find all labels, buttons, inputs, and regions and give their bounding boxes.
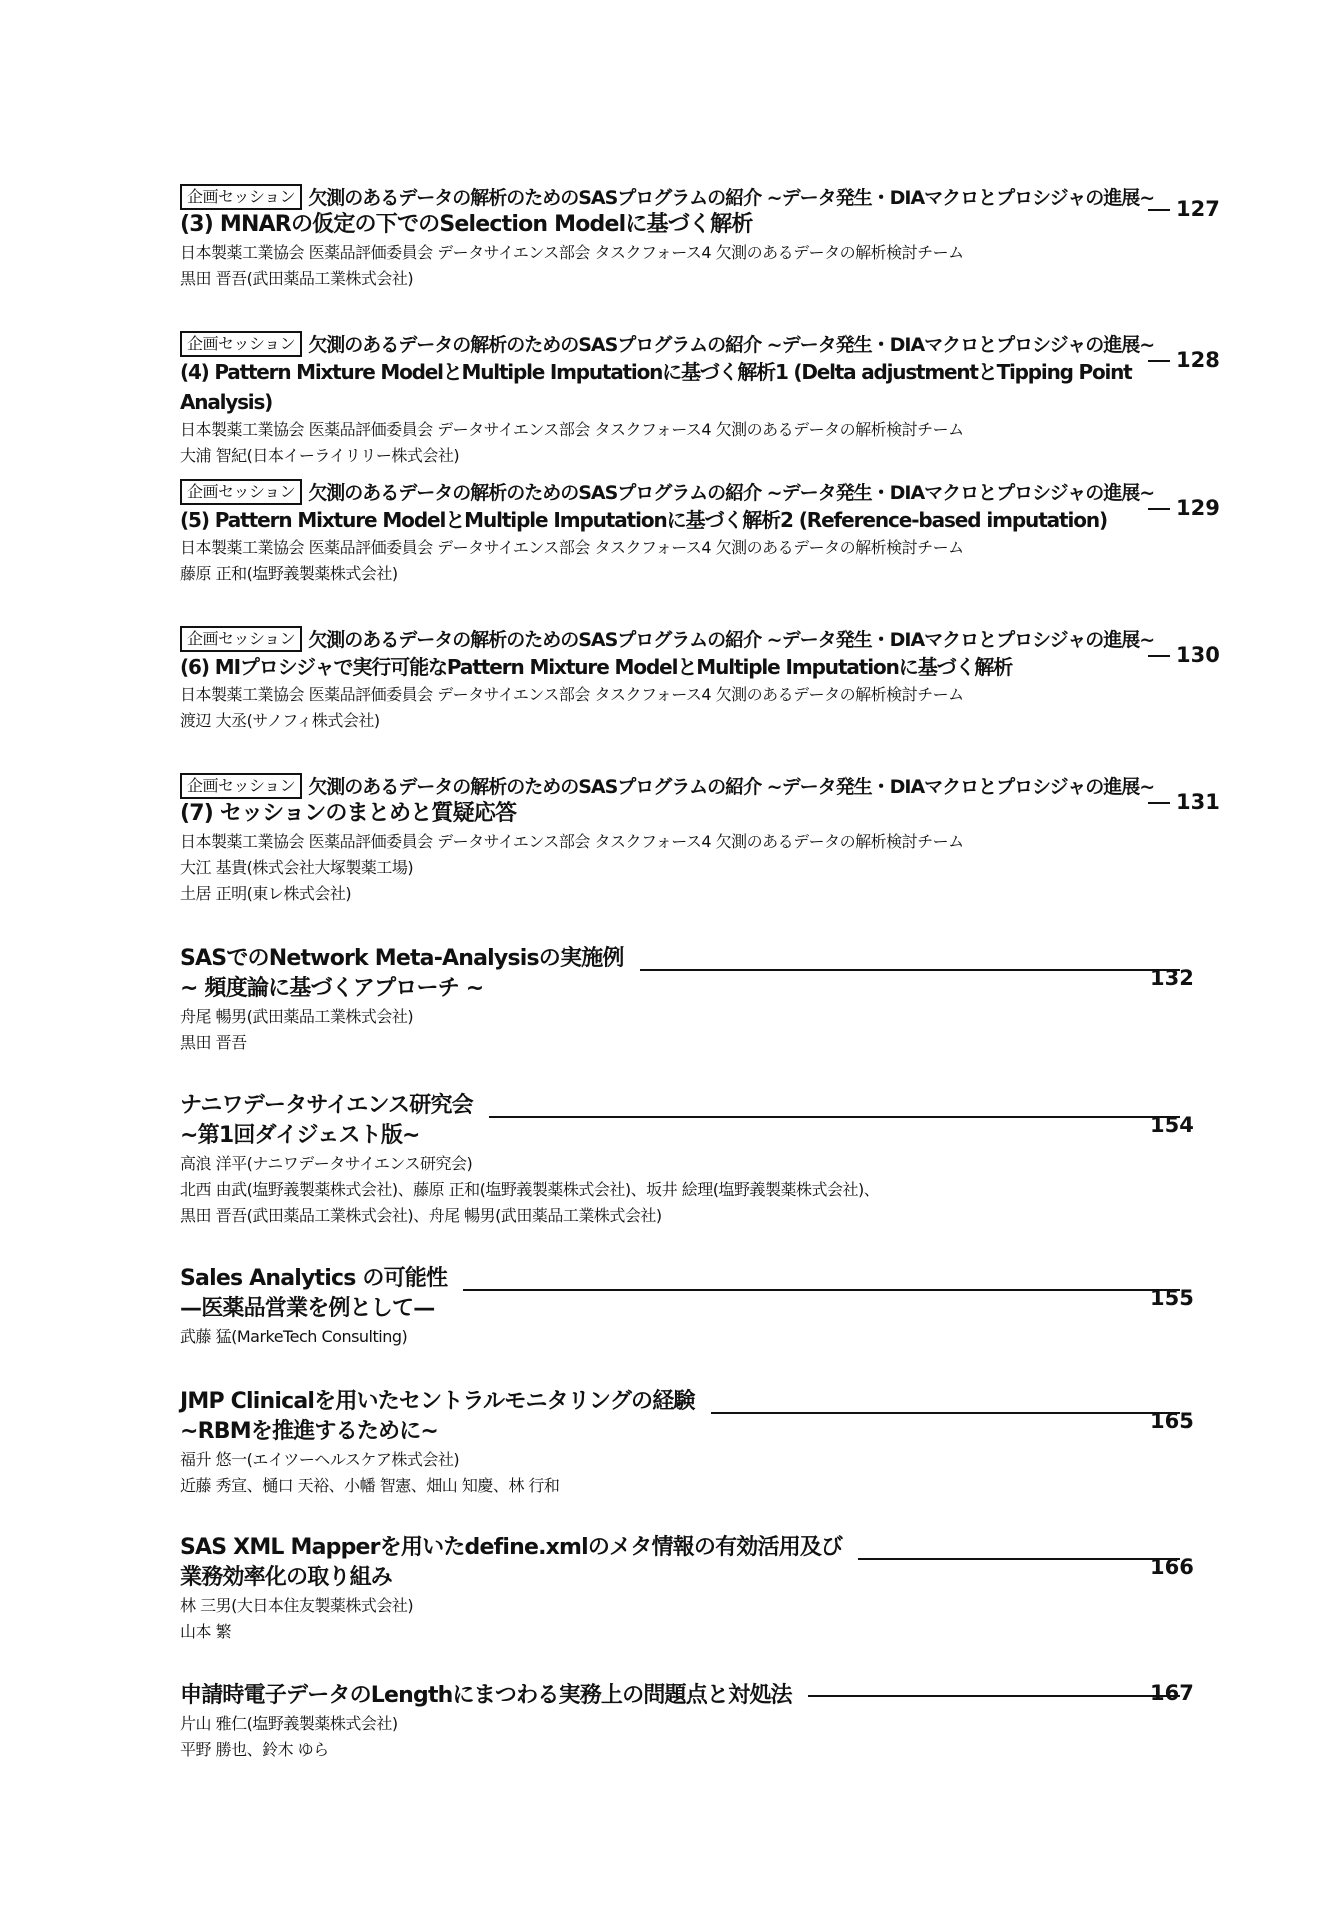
entry-author: 林 三男(大日本住友製薬株式会社) (180, 1596, 414, 1615)
entry-title: (7) セッションのまとめと質疑応答 (180, 801, 517, 826)
entry-author: 平野 勝也、鈴木 ゆら (180, 1740, 329, 1759)
entry-title: (3) MNARの仮定の下でのSelection Modelに基づく解析 (180, 212, 753, 237)
leader-line (1148, 508, 1170, 510)
entry-author: 黒田 晋吾(武田薬品工業株式会社)、舟尾 暢男(武田薬品工業株式会社) (180, 1206, 662, 1225)
article-title: Sales Analytics の可能性 (180, 1266, 448, 1291)
toc-entry (180, 183, 1190, 292)
page-number: 132 (1150, 966, 1194, 990)
entry-author: 片山 雅仁(塩野義製薬株式会社) (180, 1714, 398, 1733)
leader-line (640, 969, 1180, 971)
leader-line (1148, 360, 1170, 362)
entry-organization: 日本製薬工業協会 医薬品評価委員会 データサイエンス部会 タスクフォース4 欠測のあるデータの解析検討チーム (180, 243, 964, 262)
entry-title: (5) Pattern Mixture ModelとMultiple Imputationに基づく解析2 (Reference-based imputation) (180, 508, 1108, 532)
article-subtitle: 業務効率化の取り組み (180, 1565, 393, 1590)
session-tag: 企画セッション (180, 184, 302, 210)
leader-line (858, 1558, 1180, 1560)
toc-entry (180, 478, 1190, 587)
page-number: 129 (1148, 496, 1220, 520)
page-number: 130 (1148, 643, 1220, 667)
entry-author: 黒田 晋吾 (180, 1033, 247, 1052)
session-tag: 企画セッション (180, 626, 302, 652)
toc-entry (180, 330, 1190, 469)
entry-title: (4) Pattern Mixture ModelとMultiple Imputationに基づく解析1 (Delta adjustmentとTipping Point Analysis) (180, 360, 1132, 414)
session-tag: 企画セッション (180, 331, 302, 357)
toc-entry (180, 944, 1190, 1056)
entry-author: 黒田 晋吾(武田薬品工業株式会社) (180, 269, 414, 288)
entry-author: 福升 悠一(エイツーヘルスケア株式会社) (180, 1450, 460, 1469)
entry-organization: 日本製薬工業協会 医薬品評価委員会 データサイエンス部会 タスクフォース4 欠測のあるデータの解析検討チーム (180, 832, 964, 851)
session-tag: 企画セッション (180, 773, 302, 799)
entry-author: 土居 正明(東レ株式会社) (180, 884, 352, 903)
leader-line (711, 1412, 1180, 1414)
entry-author: 藤原 正和(塩野義製薬株式会社) (180, 564, 398, 583)
entry-organization: 日本製薬工業協会 医薬品評価委員会 データサイエンス部会 タスクフォース4 欠測のあるデータの解析検討チーム (180, 420, 964, 439)
entry-author: 渡辺 大丞(サノフィ株式会社) (180, 711, 380, 730)
session-title: 欠測のあるデータの解析のためのSASプログラムの紹介 ~データ発生・DIAマクロとプロシジャの進展~ (308, 187, 1155, 209)
leader-line (489, 1116, 1180, 1118)
entry-author: 大江 基貴(株式会社大塚製薬工場) (180, 858, 414, 877)
article-title: JMP Clinicalを用いたセントラルモニタリングの経験 (180, 1389, 695, 1414)
toc-entry (180, 625, 1190, 734)
entry-title: (6) MIプロシジャで実行可能なPattern Mixture ModelとMultiple Imputationに基づく解析 (180, 655, 1013, 679)
page-number: 167 (1150, 1681, 1194, 1705)
article-subtitle: ~ 頻度論に基づくアプローチ ~ (180, 976, 484, 1001)
article-title: SAS XML Mapperを用いたdefine.xmlのメタ情報の有効活用及び (180, 1535, 843, 1560)
leader-line (1148, 655, 1170, 657)
session-title: 欠測のあるデータの解析のためのSASプログラムの紹介 ~データ発生・DIAマクロとプロシジャの進展~ (308, 629, 1155, 651)
leader-line (463, 1289, 1180, 1291)
article-title: 申請時電子データのLengthにまつわる実務上の問題点と対処法 (180, 1683, 792, 1708)
session-tag: 企画セッション (180, 479, 302, 505)
entry-organization: 日本製薬工業協会 医薬品評価委員会 データサイエンス部会 タスクフォース4 欠測のあるデータの解析検討チーム (180, 538, 964, 557)
page-number: 131 (1148, 790, 1220, 814)
leader-line (808, 1695, 1180, 1697)
entry-author: 舟尾 暢男(武田薬品工業株式会社) (180, 1007, 414, 1026)
entry-author: 近藤 秀宣、樋口 天裕、小幡 智憲、畑山 知慶、林 行和 (180, 1476, 560, 1495)
toc-entry (180, 1264, 1190, 1350)
entry-author: 大浦 智紀(日本イーライリリー株式会社) (180, 446, 460, 465)
article-subtitle: ~第1回ダイジェスト版~ (180, 1123, 420, 1148)
toc-entry (180, 1091, 1190, 1229)
article-subtitle: —医薬品営業を例として— (180, 1296, 435, 1321)
entry-author: 北西 由武(塩野義製薬株式会社)、藤原 正和(塩野義製薬株式会社)、坂井 絵理(塩野義製薬株式会社)、 (180, 1180, 880, 1199)
session-title: 欠測のあるデータの解析のためのSASプログラムの紹介 ~データ発生・DIAマクロとプロシジャの進展~ (308, 334, 1155, 356)
toc-entry (180, 1533, 1190, 1645)
page-number: 155 (1150, 1286, 1194, 1310)
entry-author: 山本 繁 (180, 1622, 232, 1641)
article-subtitle: ~RBMを推進するために~ (180, 1419, 439, 1444)
article-title: ナニワデータサイエンス研究会 (180, 1093, 473, 1118)
toc-entry (180, 1681, 1190, 1763)
session-title: 欠測のあるデータの解析のためのSASプログラムの紹介 ~データ発生・DIAマクロとプロシジャの進展~ (308, 776, 1155, 798)
page-number: 166 (1150, 1555, 1194, 1579)
toc-entry (180, 772, 1190, 907)
leader-line (1148, 209, 1170, 211)
entry-organization: 日本製薬工業協会 医薬品評価委員会 データサイエンス部会 タスクフォース4 欠測のあるデータの解析検討チーム (180, 685, 964, 704)
session-title: 欠測のあるデータの解析のためのSASプログラムの紹介 ~データ発生・DIAマクロとプロシジャの進展~ (308, 482, 1155, 504)
article-title: SASでのNetwork Meta-Analysisの実施例 (180, 946, 624, 971)
page-number: 128 (1148, 348, 1220, 372)
entry-author: 高浪 洋平(ナニワデータサイエンス研究会) (180, 1154, 473, 1173)
entry-author: 武藤 猛(MarkeTech Consulting) (180, 1327, 408, 1346)
leader-line (1148, 802, 1170, 804)
page-number: 154 (1150, 1113, 1194, 1137)
toc-entry (180, 1387, 1190, 1499)
page-number: 165 (1150, 1409, 1194, 1433)
page-number: 127 (1148, 197, 1220, 221)
